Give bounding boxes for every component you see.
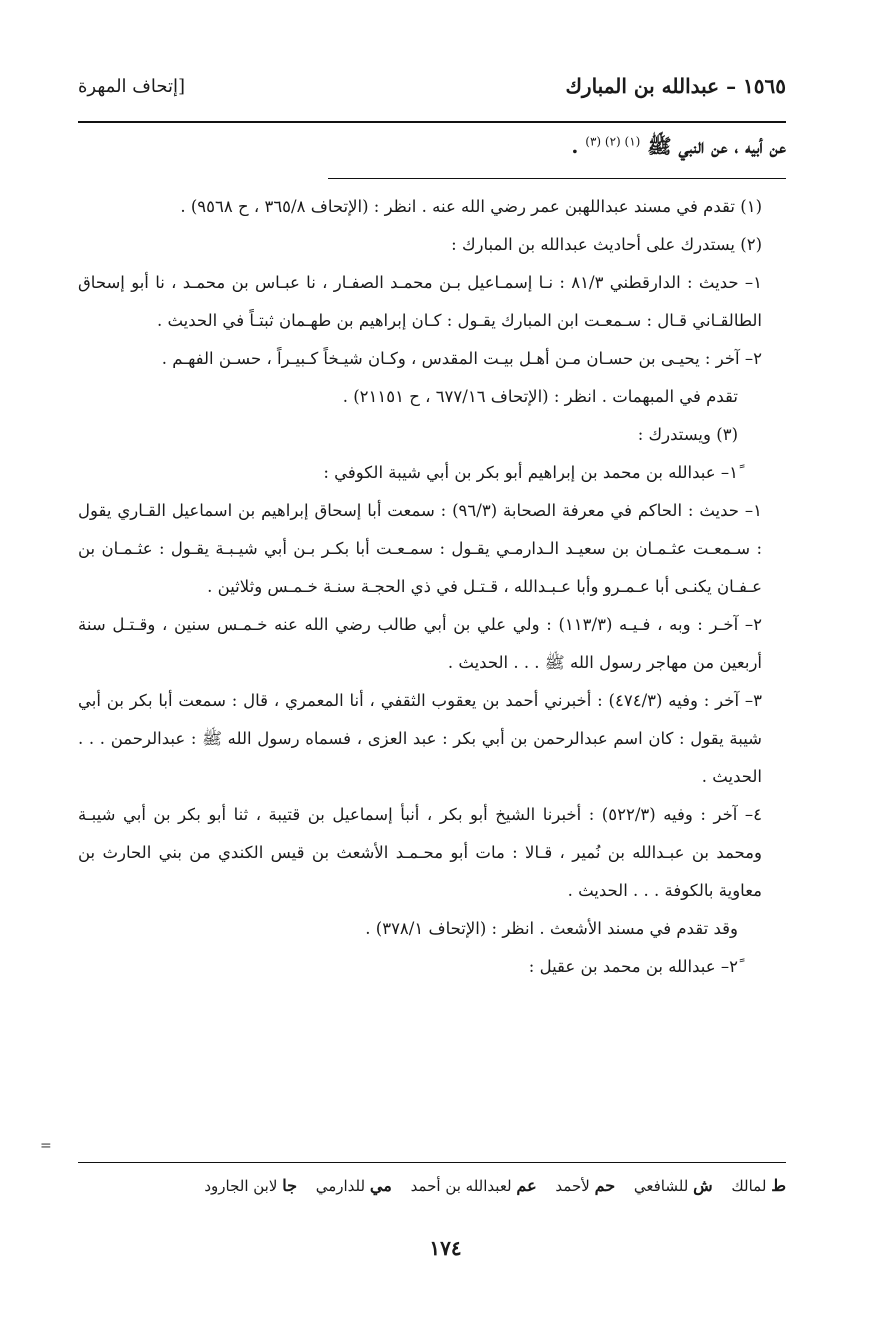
footnote-para: (٢) يستدرك على أحاديث عبدالله بن المبارك : — [451, 235, 762, 254]
abbr-item: عم لعبدالله بن أحمد — [410, 1176, 537, 1195]
footnote-separator — [328, 178, 786, 179]
footnote-para: ٣– آخر : وفيه (٤٧٤/٣) : أخبرني أحمد بن يعقوب الثقفي ، أنا المعمري ، قال : سمعت أبا بكر بن أبي شيبة يقول : كان اسم عبدالرحمن بن أبي بكر : عبد العزى ، فسماه رسول الله ﷺ : عبدالرحمن . . . الحديث . — [78, 691, 763, 786]
footnote-para: وقد تقدم في مسند الأشعث . انظر : (الإتحاف ٣٧٨/١) . — [365, 919, 738, 938]
footnote-para: (١) تقدم في مسند عبداللهبن عمر رضي الله عنه . انظر : (الإتحاف ٣٦٥/٨ ، ح ٩٥٦٨) . — [180, 197, 762, 216]
page-number: ١٧٤ — [429, 1236, 462, 1260]
main-text-line — [571, 134, 786, 163]
margin-mark: = — [40, 1138, 52, 1154]
footnote-para: ٤– آخر : وفيه (٥٢٢/٣) : أخبرنا الشيخ أبو بكر ، أنبأ إسماعيل بن قتيبة ، ثنا أبو بكر بن أبي شيبـة ومحمد بن عبـدالله بن نُمير ، قـالا : مات أبو محـمـد الأشعث بن قيس الكندي من بني الحارث بن معاوية بالكوفة . . . الحديث . — [78, 805, 762, 900]
abbr-item: ش للشافعي — [633, 1176, 713, 1195]
abbr-item: جا لابن الجارود — [204, 1176, 297, 1195]
abbr-item: حم لأحمد — [555, 1176, 616, 1195]
abbreviations-legend — [78, 1176, 786, 1195]
section-title: ١٥٦٥ – عبدالله بن المبارك — [565, 74, 786, 98]
footnote-para: ٢– آخر : يحيـى بن حسـان مـن أهـل بيـت المقدس ، وكـان شيـخاً كـبيـراً ، حسـن الفهـم . — [161, 349, 762, 368]
footnote-para: ٢ً– عبدالله بن محمد بن عقيل : — [528, 957, 738, 976]
abbr-item: مي للدارمي — [315, 1176, 392, 1195]
footnote-para: ٢– آخـر : وبه ، فـيـه (١١٣/٣) : ولي علي بن أبي طالب رضي الله عنه خـمـس سنين ، وقـتـل سنة أربعين من مهاجر رسول الله ﷺ . . . الحديث . — [78, 615, 762, 672]
abbr-item: ط لمالك — [731, 1176, 786, 1195]
footnote-para: ١ً– عبدالله بن محمد بن إبراهيم أبو بكر بن أبي شيبة الكوفي : — [323, 463, 738, 482]
running-header — [78, 70, 786, 106]
main-text: عن أبيه ، عن النبي ﷺ — [647, 134, 786, 158]
footnote-para: ١– حديث : الدارقطني ٨١/٣ : نـا إسمـاعيل بـن محمـد الصفـار ، نا عبـاس بن محمـد ، نا أبو إسحاق الطالقـاني قـال : سـمعـت ابن المبارك يقـول : كـان إبراهيم بن طهـمان ثبتـاً في الحديث . — [78, 273, 762, 330]
footnote-para: (٣) ويستدرك : — [637, 425, 738, 444]
header-rule — [78, 121, 786, 123]
footnote-refs: (١) (٢) (٣) — [585, 134, 641, 149]
footnotes-block — [78, 188, 786, 986]
footnote-para: تقدم في المبهمات . انظر : (الإتحاف ٦٧٧/١٦ ، ح ٢١١٥١) . — [342, 387, 738, 406]
abbreviations-rule — [78, 1162, 786, 1163]
main-text-end: . — [571, 134, 579, 158]
footnote-para: ١– حديث : الحاكم في معرفة الصحابة (٩٦/٣) : سمعت أبا إسحاق إبراهيم بن اسماعيل القـاري يقول : سـمعـت عثـمـان بن سعيـد الـدارمـي يقـول : سمـعـت أبا بكـر بـن أبي شيـبـة يقـول : عثـمـان بن عـفـان يكنـى أبا عـمـرو وأبا عـبـدالله ، قـتـل في ذي الحجـة سنـة خـمـس وثلاثين . — [78, 501, 762, 596]
book-tag: [إتحاف المهرة — [78, 76, 186, 97]
